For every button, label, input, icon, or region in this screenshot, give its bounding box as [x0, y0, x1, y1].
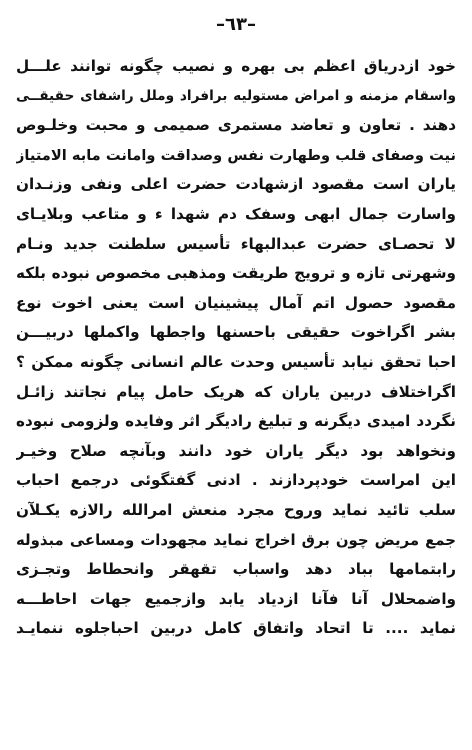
text-line: وشهرتی تازه و ترویج طریقت ومذهبی مخصوص نبوده بلکه — [16, 264, 456, 283]
text-line: رابتمامها بباد دهد واسباب تقهقر وانحطاط وتجـزی — [16, 560, 456, 579]
text-line: مقصود حصول اتم آمال پیشینیان است یعنی اخوت نوع — [16, 293, 456, 312]
text-line: نگردد امیدی دیگرنه و تبلیغ رادیگر اثر وفایده ولزومی نبوده — [16, 412, 456, 431]
text-line: جمع مریض چون برق اخراج نماید مجهودات ومساعی مبذوله — [16, 530, 456, 549]
text-line: دهند . تعاون و تعاضد مستمری صمیمی و محبت وخلـوص — [16, 116, 456, 135]
text-body — [16, 52, 456, 644]
text-line: لا تحصـای حضرت عبدالبهاء تأسیس سلطنت جدید ونـام — [16, 234, 456, 253]
text-line: خود ازدریاق اعظم بی بهره و نصیب چگونه توانند علـــل — [16, 57, 456, 75]
text-line: نیت وصفای قلب وطهارت نفس وصداقت وامانت مابه الامتیاز — [16, 146, 456, 164]
text-line: واسقام مزمنه و امراض مستولیه برافراد وملل راشفای حقیقــی — [16, 87, 456, 104]
text-line: این امراست خودپردازند . ادنی گفتگوئی درجمع احباب — [16, 471, 456, 490]
text-line: یاران است مقصود ازشهادت حضرت اعلی ونفی وزنـدان — [16, 175, 456, 194]
text-line: بشر اگراخوت حقیقی باحسنها واجطها واکملها دربیـــن — [16, 323, 456, 342]
text-line: نماید .... تا اتحاد واتفاق کامل دربین احباجلوه ننمایـد — [16, 619, 456, 638]
text-line: ونخواهد بود دیگر یاران خود دانند وبآنچه صلاح وخیـر — [16, 441, 456, 460]
text-line: اگراختلاف دربین یاران که هریک حامل پیام نجاتند زائـل — [16, 382, 456, 401]
text-line: واضمحلال آنا فآنا ازدیاد یابد وازجمیع جهات احاطـــه — [16, 589, 456, 608]
page-number: –٦٣– — [216, 14, 256, 35]
text-line: احبا تحقق نیابد تأسیس وحدت عالم انسانی چگونه ممکن ؟ — [16, 352, 456, 371]
text-line: واسارت جمال ابهی وسفک دم شهدا ء و متاعب وبلایـای — [16, 204, 456, 223]
text-line: سلب تائید نماید وروح مجرد منعش امرالله رالازه یکـلآن — [16, 500, 456, 519]
